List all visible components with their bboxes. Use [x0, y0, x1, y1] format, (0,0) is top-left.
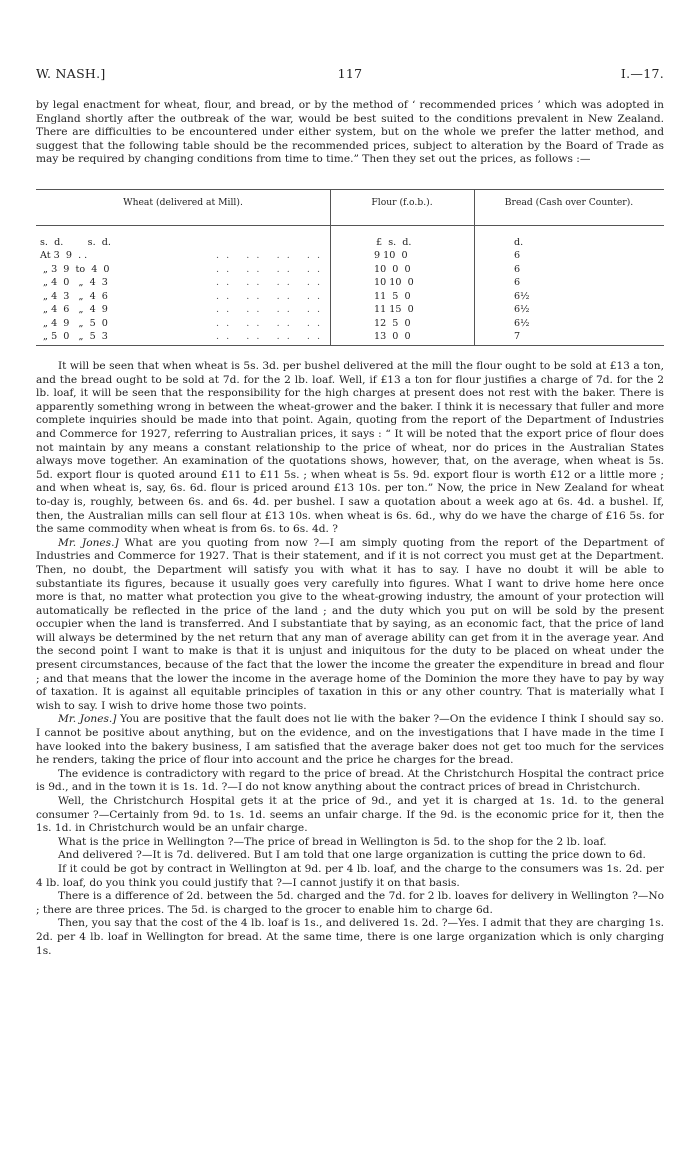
bread-price-cell: 6½	[514, 290, 530, 302]
table-divider	[474, 225, 475, 345]
body-paragraph	[36, 917, 664, 958]
column-header-bread: Bread (Cash over Counter).	[504, 197, 634, 208]
bread-price-cell: 6	[514, 277, 521, 288]
table-bottom-rule	[36, 345, 664, 346]
dot-leader: . . . . . . . .	[216, 304, 323, 315]
paragraph-text: The evidence is contradictory with regard to the price of bread. At the Christchurch Hospital the contract price is 9d., and in the town it is 1s. 1d. ?—I do not know anything about the contract prices of bread in Christchurch.	[36, 767, 664, 794]
body-paragraph	[36, 890, 664, 917]
price-table	[36, 185, 664, 345]
speaker-label: Mr. Jones.]	[58, 713, 117, 726]
intro-paragraph: by legal enactment for wheat, flour, and bread, or by the method of ‘ recommended prices ’ which was adopted in England shortly after the outbreak of the war, would be best suited to the conditions prevalent in New Zealand. There are difficulties to be encountered under either system, but on the whole we prefer the latter method, and suggest that the following table should be the recommended prices, subject to alteration by the Board of Trade as may be required by changing conditions from time to time.” Then they set out the prices, as follows :—	[36, 99, 664, 166]
header-author: W. NASH.]	[36, 66, 106, 81]
body-paragraph	[36, 537, 664, 714]
units-wheat: s. d. s. d.	[40, 237, 111, 248]
wheat-price-cell: At 3 9 . .	[40, 250, 88, 261]
body-paragraph	[36, 360, 664, 537]
flour-price-cell: 11 5 0	[374, 290, 411, 302]
paragraph-text: Then, you say that the cost of the 4 lb. loaf is 1s., and delivered 1s. 2d. ?—Yes. I admit that they are charging 1s. 2d. per 4 lb. loaf in Wellington for bread. At the same time, there is one large organization which is only charging 1s.	[36, 917, 664, 957]
column-header-wheat: Wheat (delivered at Mill).	[123, 197, 243, 208]
flour-price-cell: 11 15 0	[374, 304, 414, 315]
wheat-price-cell: „ 3 9 to 4 0	[40, 263, 110, 275]
bread-price-cell: 6½	[514, 317, 530, 329]
testimony-body	[36, 360, 664, 958]
wheat-price-cell: „ 4 0 „ 4 3	[40, 277, 108, 288]
paragraph-text: Well, the Christchurch Hospital gets it at the price of 9d., and yet it is charged at 1s. 1d. to the general consumer ?—Certainly from 9d. to 1s. 1d. seems an unfair charge. If the 9d. is the economic price for it, then the 1s. 1d. in Christchurch would be an unfair charge.	[36, 795, 664, 835]
wheat-price-cell: „ 4 9 „ 5 0	[40, 317, 108, 329]
wheat-price-cell: „ 4 3 „ 4 6	[40, 290, 108, 302]
page-number: 117	[337, 66, 363, 81]
table-header-rule	[36, 225, 664, 226]
paragraph-text: What are you quoting from now ?—I am simply quoting from the report of the Department of Industries and Commerce for 1927. That is their statement, and if it is not correct you must get at the Department. Then, no doubt, the Department will satisfy you with what it has to say. I have no doubt it will be able to substantiate its figures, because it usually goes very carefully into figures. What I want to drive home here once more is that, no matter what protection you give to the wheat-growing industry, the amount of your protection will automatically be reflected in the price of the land ; and the duty which you put on will be sold by the present occupier when the land is transferred. And I substantiate that by saying, as an economic fact, that the price of land will always be determined by the net return that any man of average ability can get from it in the average year. And the second point I want to make is that it is unjust and iniquitous for the duty to be placed on wheat under the present circumstances, because of the fact that the lower the income the greater the expenditure in bread and flour ; and that means that the lower the income in the average home of the Dominion the more they have to pay by way of taxation. It is against all equitable principles of taxation in this or any other country. That is materially what I wish to say. I wish to drive home those two points.	[36, 536, 664, 712]
page-header	[36, 66, 664, 84]
bread-price-cell: 7	[514, 331, 521, 342]
units-bread: d.	[514, 237, 524, 248]
dot-leader: . . . . . . . .	[216, 263, 323, 275]
dot-leader: . . . . . . . .	[216, 277, 323, 288]
paragraph-text: You are positive that the fault does not lie with the baker ?—On the evidence I think I should say so. I cannot be positive about anything, but on the evidence, and on the investigations that I have made in the time I have looked into the bakery business, I am satisfied that the average baker does not get too much for the services he renders, taking the price of flour into account and the price he charges for the bread.	[36, 713, 664, 767]
table-divider	[330, 225, 331, 345]
flour-price-cell: 12 5 0	[374, 317, 411, 329]
document-reference: I.—17.	[620, 66, 664, 81]
dot-leader: . . . . . . . .	[216, 290, 323, 302]
flour-price-cell: 9 10 0	[374, 250, 408, 261]
column-header-flour: Flour (f.o.b.).	[371, 197, 433, 208]
table-top-rule	[36, 189, 664, 190]
body-paragraph	[36, 713, 664, 767]
body-paragraph	[36, 795, 664, 836]
body-paragraph	[36, 849, 664, 863]
bread-price-cell: 6½	[514, 304, 530, 315]
paragraph-text: It will be seen that when wheat is 5s. 3d. per bushel delivered at the mill the flour ought to be sold at £13 a ton, and the bread ought to be sold at 7d. for the 2 lb. loaf. Well, if £13 a ton for flour justifies a charge of 7d. for the 2 lb. loaf, it will be seen that the responsibility for the high charges at present does not rest with the baker. There is apparently something wrong in between the wheat-grower and the baker. I think it is necessary that fuller and more complete inquiries should be made into that point. Again, quoting from the report of the Department of Industries and Commerce for 1927, referring to Australian prices, it says : “ It will be noted that the export price of flour does not maintain by any means a constant relationship to the price of wheat, nor do prices in the Australian States always move together. An examination of the quotations shows, however, that, on the average, when wheat is 5s. 5d. export flour is quoted around £11 to £11 5s. ; when wheat is 5s. 9d. export flour is worth £12 or a little more ; and when wheat is, say, 6s. 6d. flour is priced around £13 10s. per ton.” Now, the price in New Zealand for wheat to-day is, roughly, between 6s. and 6s. 4d. per bushel. I saw a quotation about a week ago at 6s. 4d. a bushel. If, then, the Australian mills can sell flour at £13 10s. when wheat is 6s. 6d., why do we have the charge of £16 5s. for the same commodity when wheat is from 6s. to 6s. 4d. ?	[36, 360, 664, 536]
wheat-price-cell: „ 4 6 „ 4 9	[40, 304, 108, 315]
wheat-price-cell: „ 5 0 „ 5 3	[40, 331, 108, 342]
paragraph-text: And delivered ?—It is 7d. delivered. But I am told that one large organization is cutting the price down to 6d.	[58, 849, 646, 862]
body-paragraph	[36, 836, 664, 850]
speaker-label: Mr. Jones.]	[58, 536, 119, 549]
units-flour: £ s. d.	[376, 237, 412, 248]
paragraph-text: What is the price in Wellington ?—The price of bread in Wellington is 5d. to the shop for the 2 lb. loaf.	[58, 835, 607, 848]
paragraph-text: There is a difference of 2d. between the 5d. charged and the 7d. for 2 lb. loaves for delivery in Wellington ?—No ; there are three prices. The 5d. is charged to the grocer to enable him to charge 6d.	[36, 890, 664, 916]
body-paragraph	[36, 863, 664, 890]
flour-price-cell: 10 10 0	[374, 277, 414, 288]
paragraph-text: If it could be got by contract in Wellington at 9d. per 4 lb. loaf, and the charge to the consumers was 1s. 2d. per 4 lb. loaf, do you think you could justify that ?—I cannot justify it on that basis.	[36, 862, 664, 889]
dot-leader: . . . . . . . .	[216, 250, 323, 261]
flour-price-cell: 13 0 0	[374, 331, 411, 342]
bread-price-cell: 6	[514, 263, 521, 275]
body-paragraph	[36, 768, 664, 795]
bread-price-cell: 6	[514, 250, 521, 261]
dot-leader: . . . . . . . .	[216, 317, 323, 329]
flour-price-cell: 10 0 0	[374, 263, 411, 275]
dot-leader: . . . . . . . .	[216, 331, 323, 342]
